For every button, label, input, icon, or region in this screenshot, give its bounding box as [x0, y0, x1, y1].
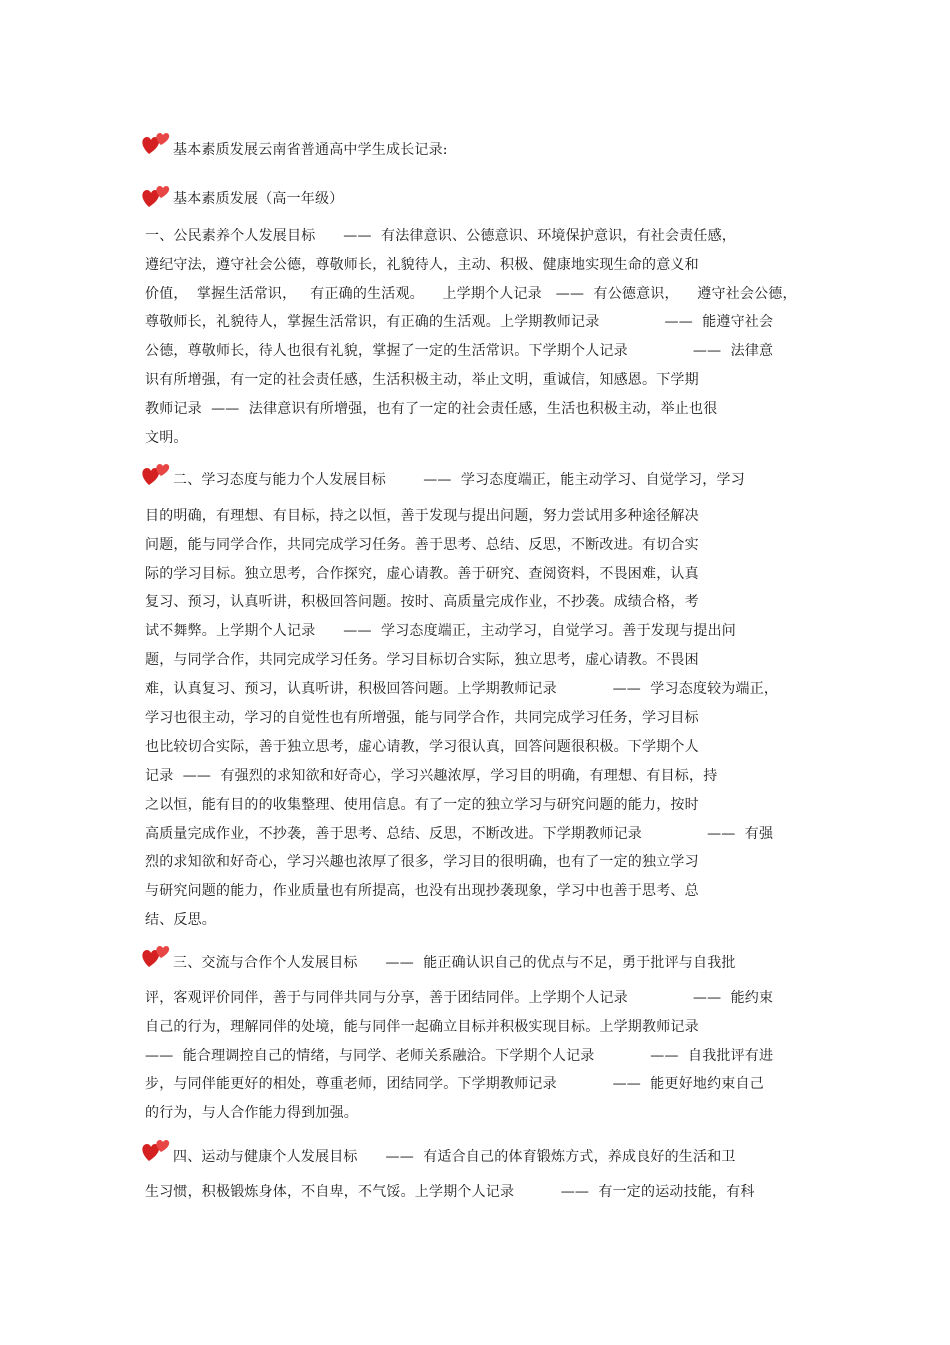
section2-line: 际的学习目标。独立思考，合作探究，虚心请教。善于研究、查阅资料，不畏困难，认真 [145, 566, 699, 582]
section2-line: 烈的求知欲和好奇心，学习兴趣也浓厚了很多，学习目的很明确，也有了一定的独立学习 [145, 854, 699, 870]
section2-line: 题，与同学合作，共同完成学习任务。学习目标切合实际，独立思考，虚心请教。不畏困 [145, 652, 699, 668]
section1-line: 识有所增强，有一定的社会责任感，生活积极主动，举止文明，重诚信，知感恩。下学期 [145, 372, 699, 388]
section2-line: 目的明确，有理想、有目标，持之以恒，善于发现与提出问题，努力尝试用多种途径解决 [145, 508, 699, 524]
section1-line: 一、公民素养个人发展目标 —— 有法律意识、公德意识、环境保护意识，有社会责任感， [145, 228, 736, 244]
hearts-icon [141, 943, 173, 969]
section3-line: 步，与同伴能更好的相处，尊重老师，团结同学。下学期教师记录 —— 能更好地约束自己 [145, 1076, 764, 1092]
section2-line: 问题，能与同学合作，共同完成学习任务。善于思考、总结、反思，不断改进。有切合实 [145, 537, 699, 553]
section3-line: 评，客观评价同伴，善于与同伴共同与分享，善于团结同伴。上学期个人记录 —— 能约束 [145, 990, 774, 1006]
section3-heading: 三、交流与合作个人发展目标 —— 能正确认识自己的优点与不足，勇于批评与自我批 [173, 955, 736, 971]
section4-heading: 四、运动与健康个人发展目标 —— 有适合自己的体育锻炼方式，养成良好的生活和卫 [173, 1149, 736, 1165]
hearts-icon [141, 461, 173, 487]
section2-line: 与研究问题的能力，作业质量也有所提高，也没有出现抄袭现象，学习中也善于思考、总 [145, 883, 699, 899]
section1-line: 尊敬师长，礼貌待人，掌握生活常识，有正确的生活观。上学期教师记录 —— 能遵守社会 [145, 314, 774, 330]
section2-line: 学习也很主动，学习的自觉性也有所增强，能与同学合作，共同完成学习任务，学习目标 [145, 710, 699, 726]
section2-line: 试不舞弊。上学期个人记录 —— 学习态度端正，主动学习，自觉学习。善于发现与提出问 [145, 623, 736, 639]
section3-line: —— 能合理调控自己的情绪，与同学、老师关系融洽。下学期个人记录 —— 自我批评有进 [145, 1048, 774, 1064]
hearts-icon [141, 1137, 173, 1163]
section1-line: 文明。 [145, 430, 188, 446]
section3-line: 自己的行为，理解同伴的处境，能与同伴一起确立目标并积极实现目标。上学期教师记录 [145, 1019, 699, 1035]
section1-line: 教师记录 —— 法律意识有所增强，也有了一定的社会责任感，生活也积极主动，举止也很 [145, 401, 718, 417]
section4-line: 生习惯，积极锻炼身体，不自卑，不气馁。上学期个人记录 —— 有一定的运动技能，有科 [145, 1184, 755, 1200]
section1-line: 遵纪守法，遵守社会公德，尊敬师长，礼貌待人，主动、积极、健康地实现生命的意义和 [145, 257, 699, 273]
section2-line: 复习、预习，认真听讲，积极回答问题。按时、高质量完成作业，不抄袭。成绩合格，考 [145, 594, 699, 610]
hearts-icon [141, 183, 173, 209]
section2-line: 难，认真复习、预习，认真听讲，积极回答问题。上学期教师记录 —— 学习态度较为端正， [145, 681, 779, 697]
hearts-icon [141, 130, 173, 156]
section1-line: 公德，尊敬师长，待人也很有礼貌，掌握了一定的生活常识。下学期个人记录 —— 法律意 [145, 343, 774, 359]
section2-heading: 二、学习态度与能力个人发展目标 —— 学习态度端正，能主动学习、自觉学习，学习 [173, 472, 745, 488]
section2-line: 之以恒，能有目的的收集整理、使用信息。有了一定的独立学习与研究问题的能力，按时 [145, 797, 699, 813]
section1-line: 价值， 掌握生活常识， 有正确的生活观。 上学期个人记录 —— 有公德意识， 遵守社会公德， [145, 286, 797, 302]
section2-line: 高质量完成作业，不抄袭，善于思考、总结、反思，不断改进。下学期教师记录 —— 有强 [145, 826, 774, 842]
document-subtitle: 基本素质发展（高一年级） [173, 191, 344, 207]
section2-line: 也比较切合实际，善于独立思考，虚心请教，学习很认真，回答问题很积极。下学期个人 [145, 739, 699, 755]
section3-line: 的行为，与人合作能力得到加强。 [145, 1105, 358, 1121]
document-title: 基本素质发展云南省普通高中学生成长记录: [173, 142, 448, 158]
section2-line: 结、反思。 [145, 912, 216, 928]
section2-line: 记录 —— 有强烈的求知欲和好奇心，学习兴趣浓厚，学习目的明确，有理想、有目标，持 [145, 768, 718, 784]
